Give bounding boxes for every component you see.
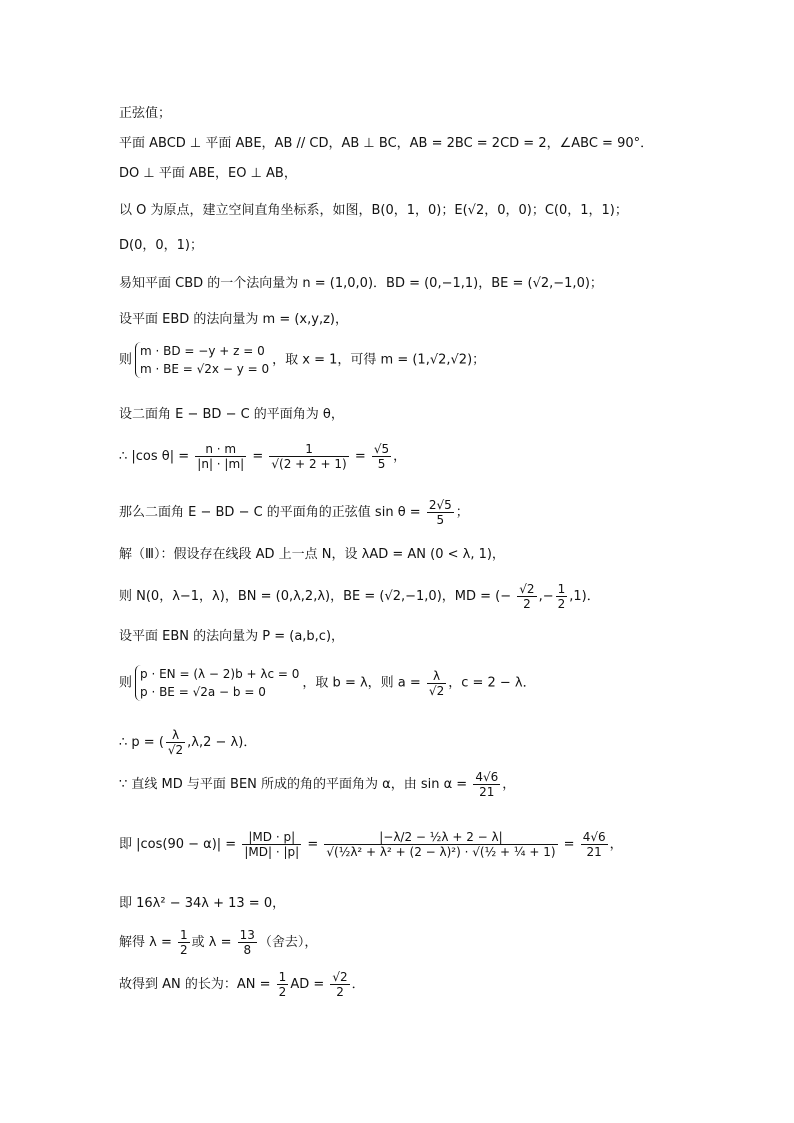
fraction: $\frac{1}{√(2 + 2 + 1)}$	[271, 442, 347, 471]
equation-system-1: 则 m · BD = −y + z = 0 m · BE = √2x − y = 0 ，取 x = 1，可得 m = (1,√2,√2)；	[119, 344, 486, 376]
text-line: 解（Ⅲ）：假设存在线段 AD 上一点 N，设 λAD = AN (0 < λ, 1)，	[119, 547, 505, 562]
fraction: $\frac{4√6}{21}$	[475, 770, 499, 799]
fraction: $\frac{√5}{5}$	[373, 442, 390, 471]
text-segment: 那么二面角 E − BD − C 的平面角的正弦值 sin θ =	[119, 505, 421, 520]
text-line: DO ⊥ 平面 ABE，EO ⊥ AB，	[119, 166, 297, 181]
fraction: $\frac{\lambda}{√2}$	[167, 728, 184, 757]
system-brace	[135, 342, 269, 378]
sin-theta-line: 那么二面角 E − BD − C 的平面角的正弦值 sin θ = $\frac{2√5}{5}$ ；	[119, 498, 469, 527]
text-line: 设二面角 E − BD − C 的平面角为 θ，	[119, 407, 344, 422]
system-row: p · EN = (λ − 2)b + λc = 0	[140, 667, 300, 681]
text-line: 即 16λ² − 34λ + 13 = 0，	[119, 896, 286, 911]
text-line: 设平面 EBD 的法向量为 m = (x,y,z)，	[119, 312, 348, 327]
system-brace	[135, 665, 299, 701]
coords-line: 则 N(0，λ−1，λ)，BN = (0,λ,2,λ)，BE = (√2,−1,0)，MD = (− $\frac{√2}{2}$ ,− $\frac{1}{2}$ ,1)．	[119, 582, 600, 611]
solution-line: 解得 λ = $\frac{1}{2}$ 或 λ = $\frac{13}{8}$ （舍去），	[119, 928, 318, 957]
fraction: $\frac{n \cdot m}{|n| \cdot |m|}$	[197, 442, 245, 471]
text-line: 以 O 为原点，建立空间直角坐标系，如图，B(0，1，0)；E(√2，0，0)；C(0，1，1)；	[119, 203, 628, 218]
system-row: p · BE = √2a − b = 0	[140, 685, 266, 699]
text-line: 设平面 EBN 的法向量为 P = (a,b,c)，	[119, 629, 345, 644]
fraction: $\frac{\lambda}{√2}$	[428, 668, 445, 698]
alpha-line: ∵ 直线 MD 与平面 BEN 所成的角的平面角为 α，由 sin α = $\frac{4√6}{21}$ ，	[119, 770, 516, 799]
text-segment: ，取 x = 1，可得 m = (1,√2,√2)；	[272, 352, 486, 368]
text-line: 正弦值；	[119, 106, 172, 121]
fraction: $\frac{1}{2}$	[278, 970, 287, 999]
fraction: $\frac{√2}{2}$	[332, 970, 348, 999]
cos-theta-equation: ∴ |cos θ| = $\frac{n \cdot m}{|n| \cdot |m|}$ = $\frac{1}{√(2 + 2 + 1)}$ = $\frac{√5}{5}$ ，	[119, 442, 407, 471]
fraction: $\frac{2√5}{5}$	[428, 498, 452, 527]
fraction: $\frac{4√6}{21}$	[582, 830, 606, 859]
system-row: m · BD = −y + z = 0	[140, 344, 265, 358]
equation-system-2: 则 p · EN = (λ − 2)b + λc = 0 p · BE = √2a − b = 0 ，取 b = λ，则 a = $\frac{\lambda}{√2}$ ，c = 2 − λ．	[119, 667, 536, 699]
text-segment: ∴ |cos θ| =	[119, 449, 190, 464]
text-segment: 则 N(0，λ−1，λ)，BN = (0,λ,2,λ)，BE = (√2,−1,0)，MD = (−	[119, 589, 512, 604]
fraction: $\frac{\text{|−λ/2 − ½λ + 2 − λ|}}{\text{√(½λ² + λ² + (2 − λ)²) · √(½ + ¼ + 1)}}$	[326, 830, 556, 859]
fraction: $\frac{|MD \cdot p|}{|MD| \cdot |p|}$	[244, 830, 300, 859]
fraction: $\frac{√2}{2}$	[519, 582, 535, 611]
text-line: 易知平面 CBD 的一个法向量为 n = (1,0,0)．BD = (0,−1,1)，BE = (√2,−1,0)；	[119, 276, 603, 291]
fraction: $\frac{1}{2}$	[557, 582, 566, 611]
an-length-line: 故得到 AN 的长为：AN = $\frac{1}{2}$ AD = $\frac{√2}{2}$ ．	[119, 970, 365, 999]
cos-alpha-equation: 即 |cos(90 − α)| = $\frac{|MD \cdot p|}{|MD| \cdot |p|}$ = $\frac{\text{|−λ/2 − ½λ + 2 − λ|}}{\text{√(½λ² + λ² + (2 − λ)²) · √(½ + ¼ + 1)}}$ = $\frac{4√6}{21}$ ，	[119, 830, 623, 859]
fraction: $\frac{13}{8}$	[239, 928, 255, 957]
text-line: 平面 ABCD ⊥ 平面 ABE，AB // CD，AB ⊥ BC，AB = 2BC = 2CD = 2，∠ABC = 90°．	[119, 136, 654, 151]
fraction: $\frac{1}{2}$	[180, 928, 188, 957]
system-row: m · BE = √2x − y = 0	[140, 362, 270, 376]
p-vector-line: ∴ p = ( $\frac{\lambda}{√2}$ ,λ,2 − λ)．	[119, 728, 257, 757]
text-line: D(0，0，1)；	[119, 238, 203, 253]
